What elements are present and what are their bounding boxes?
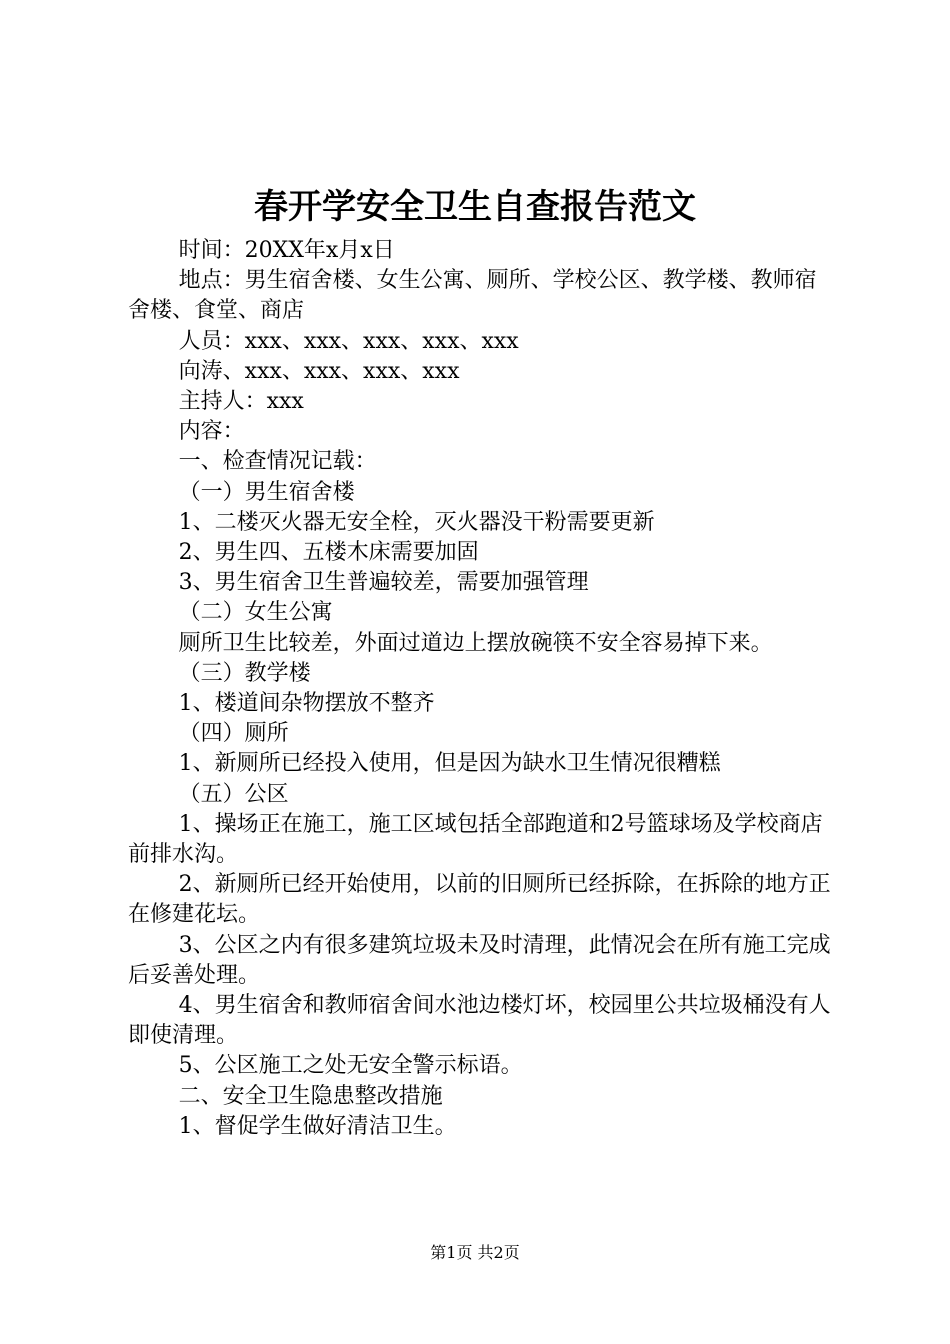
subsection-heading: （二）女生公寓	[178, 600, 333, 626]
list-item: 3、男生宿舍卫生普遍较差，需要加强管理	[178, 570, 589, 596]
list-item: 厕所卫生比较差，外面过道边上摆放碗筷不安全容易掉下来。	[178, 630, 773, 656]
list-item: 3、公区之内有很多建筑垃圾未及时清理，此情况会在所有施工完成后妥善处理。	[128, 932, 831, 988]
paragraph-host: 主持人：xxx	[178, 389, 304, 415]
paragraph-content-label: 内容：	[178, 419, 245, 445]
paragraph-personnel-continued: 向涛、xxx、xxx、xxx、xxx	[178, 358, 460, 384]
subsection-heading: （五）公区	[178, 781, 289, 807]
subsection-heading: （四）厕所	[178, 721, 289, 747]
list-item: 2、男生四、五楼木床需要加固	[178, 540, 479, 566]
section-heading-measures: 二、安全卫生隐患整改措施	[178, 1083, 443, 1109]
list-item: 1、二楼灭火器无安全栓，灭火器没干粉需要更新	[178, 509, 655, 535]
document-title: 春开学安全卫生自查报告范文	[254, 187, 696, 227]
page-footer: 第1页 共2页	[430, 1243, 520, 1262]
subsection-heading: （三）教学楼	[178, 660, 311, 686]
subsection-heading: （一）男生宿舍楼	[178, 479, 355, 505]
document-body	[128, 236, 838, 1142]
list-item: 4、男生宿舍和教师宿舍间水池边楼灯坏，校园里公共垃圾桶没有人即使清理。	[128, 993, 831, 1049]
list-item: 2、新厕所已经开始使用，以前的旧厕所已经拆除，在拆除的地方正在修建花坛。	[128, 872, 831, 928]
paragraph-time: 时间：20XX年x月x日	[178, 238, 395, 263]
list-item: 1、督促学生做好清洁卫生。	[178, 1113, 457, 1139]
list-item: 1、操场正在施工，施工区域包括全部跑道和2号篮球场及学校商店前排水沟。	[128, 811, 823, 868]
list-item: 1、新厕所已经投入使用，但是因为缺水卫生情况很糟糕	[178, 751, 721, 777]
section-heading-inspection: 一、检查情况记载：	[178, 449, 377, 475]
paragraph-location: 地点：男生宿舍楼、女生公寓、厕所、学校公区、教学楼、教师宿舍楼、食堂、商店	[128, 268, 817, 324]
paragraph-personnel: 人员：xxx、xxx、xxx、xxx、xxx	[178, 328, 519, 354]
list-item: 1、楼道间杂物摆放不整齐	[178, 691, 435, 717]
list-item: 5、公区施工之处无安全警示标语。	[178, 1053, 523, 1079]
